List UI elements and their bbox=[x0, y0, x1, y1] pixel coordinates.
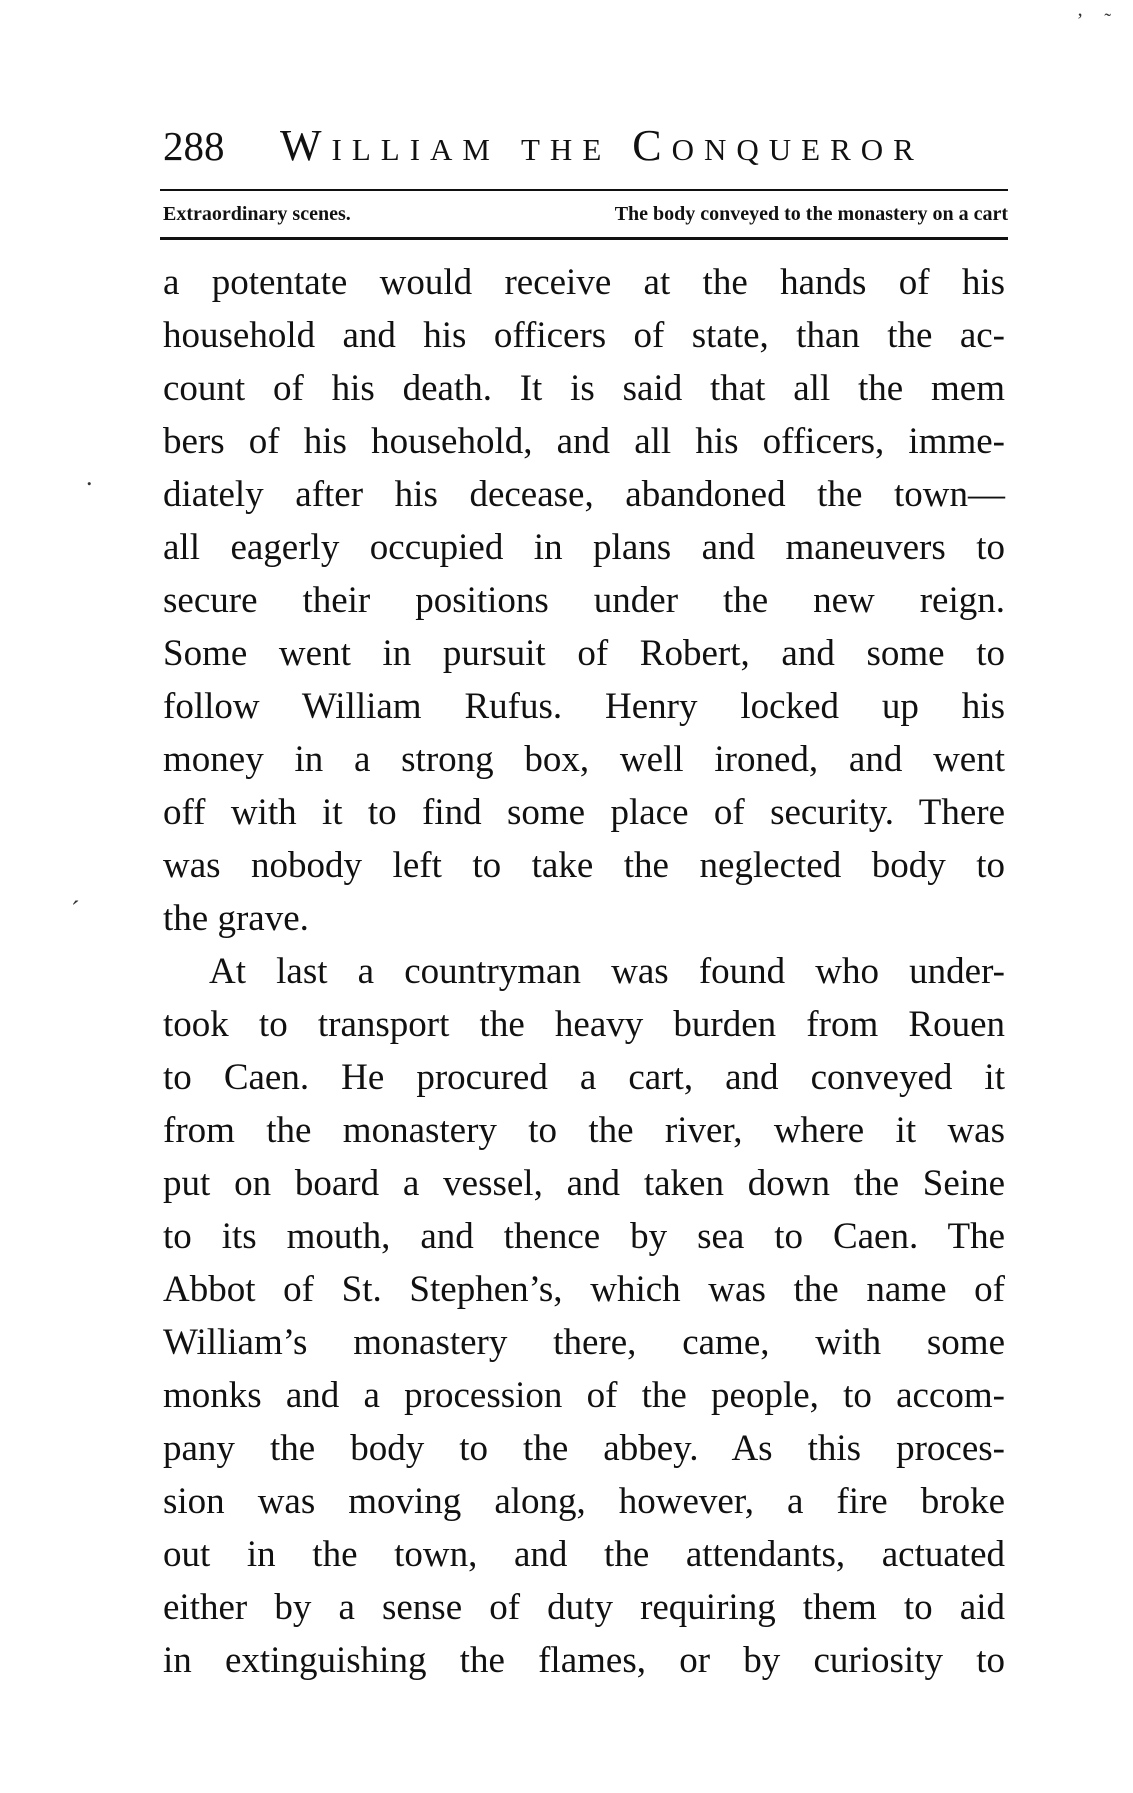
text-line: At last a countryman was found who under- bbox=[209, 951, 1005, 992]
text-line: William’s monastery there, came, with some bbox=[163, 1322, 1005, 1363]
subhead-left: Extraordinary scenes. bbox=[163, 203, 351, 225]
body-text bbox=[163, 256, 1005, 1687]
book-title: William the Conqueror bbox=[280, 121, 924, 170]
text-line: pany the body to the abbey. As this proces- bbox=[163, 1428, 1005, 1469]
text-line: either by a sense of duty requiring them to aid bbox=[163, 1587, 1005, 1628]
text-line: diately after his decease, abandoned the town— bbox=[163, 474, 1005, 515]
subhead-right: The body conveyed to the monastery on a cart bbox=[614, 203, 1008, 225]
section-subheads bbox=[163, 196, 1008, 232]
text-line: count of his death. It is said that all the mem bbox=[163, 368, 1005, 409]
margin-mark: ˊ bbox=[71, 896, 80, 925]
corner-marks: ʼ ˜ bbox=[1076, 10, 1119, 32]
text-line: follow William Rufus. Henry locked up his bbox=[163, 686, 1005, 727]
header-rule-bottom bbox=[160, 237, 1008, 240]
text-line: in extinguishing the flames, or by curiosity to bbox=[163, 1640, 1005, 1681]
margin-mark: . bbox=[86, 462, 93, 491]
text-line: put on board a vessel, and taken down the Seine bbox=[163, 1163, 1005, 1204]
text-line: sion was moving along, however, a fire broke bbox=[163, 1481, 1005, 1522]
text-line: secure their positions under the new reign. bbox=[163, 580, 1005, 621]
text-line: Some went in pursuit of Robert, and some to bbox=[163, 633, 1005, 674]
text-line: money in a strong box, well ironed, and went bbox=[163, 739, 1005, 780]
text-line: to Caen. He procured a cart, and conveyed it bbox=[163, 1057, 1005, 1098]
text-line: Abbot of St. Stephen’s, which was the name of bbox=[163, 1269, 1005, 1310]
text-line: bers of his household, and all his officers, imme- bbox=[163, 421, 1005, 462]
running-head bbox=[163, 118, 1003, 174]
text-line: all eagerly occupied in plans and maneuvers to bbox=[163, 527, 1005, 568]
text-line: was nobody left to take the neglected body to bbox=[163, 845, 1005, 886]
text-line: took to transport the heavy burden from Rouen bbox=[163, 1004, 1005, 1045]
page-number: 288 bbox=[163, 123, 225, 169]
text-line: monks and a procession of the people, to accom- bbox=[163, 1375, 1005, 1416]
text-line: a potentate would receive at the hands of his bbox=[163, 262, 1005, 303]
text-line: from the monastery to the river, where it was bbox=[163, 1110, 1005, 1151]
text-line: the grave. bbox=[163, 898, 309, 939]
text-line: out in the town, and the attendants, actuated bbox=[163, 1534, 1005, 1575]
header-rule-top bbox=[160, 189, 1008, 191]
text-line: household and his officers of state, than the ac- bbox=[163, 315, 1005, 356]
text-line: off with it to find some place of security. There bbox=[163, 792, 1005, 833]
text-line: to its mouth, and thence by sea to Caen. The bbox=[163, 1216, 1005, 1257]
